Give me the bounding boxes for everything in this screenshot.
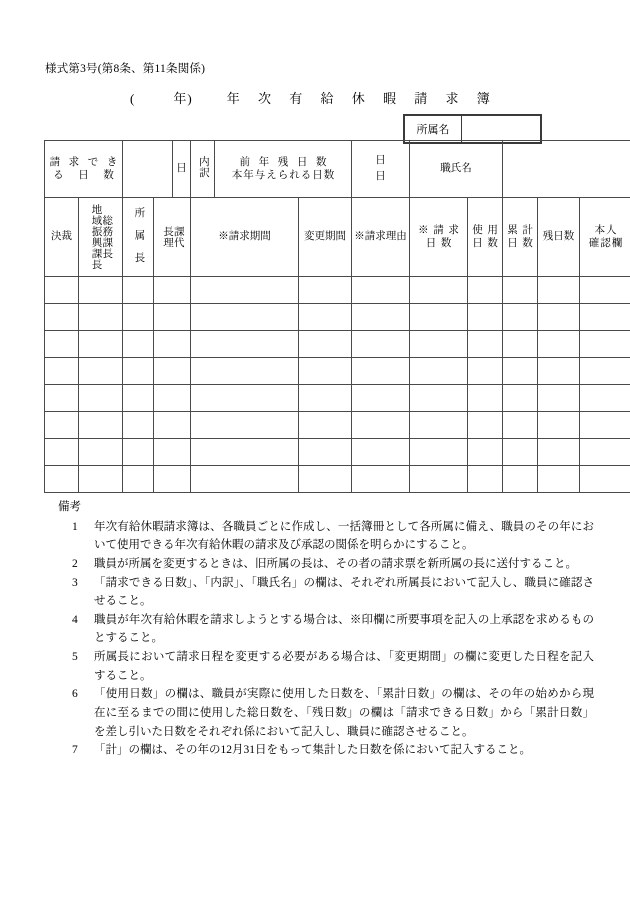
table-cell[interactable] <box>45 385 79 412</box>
claimable-days-unit: 日 <box>173 141 191 198</box>
title-main-text: 年 次 有 給 休 暇 請 求 簿 <box>226 91 498 106</box>
table-cell[interactable] <box>299 466 352 493</box>
year-label: 年) <box>173 91 193 106</box>
cumulative-days-line1: 累 計 <box>507 224 534 236</box>
table-cell[interactable] <box>410 439 468 466</box>
table-cell[interactable] <box>299 412 352 439</box>
table-cell[interactable] <box>580 412 630 439</box>
approval-label: 決裁 <box>51 231 72 243</box>
table-cell[interactable] <box>191 466 299 493</box>
table-cell[interactable] <box>79 304 123 331</box>
table-cell[interactable] <box>45 277 79 304</box>
table-cell[interactable] <box>352 412 410 439</box>
table-cell[interactable] <box>410 385 468 412</box>
claimable-days-line2: る 日 数 <box>53 170 120 181</box>
table-cell[interactable] <box>503 412 538 439</box>
table-row <box>45 385 630 412</box>
employee-name-title: 職氏名 <box>410 141 503 198</box>
remaining-days-label: 残日数 <box>542 231 575 243</box>
remark-note-number: 6 <box>72 688 78 701</box>
table-cell[interactable] <box>45 358 79 385</box>
column-header-cumulative-days <box>503 198 538 277</box>
table-cell[interactable] <box>538 412 580 439</box>
remark-note-number: 7 <box>72 744 78 757</box>
remark-note-number: 1 <box>72 520 78 533</box>
prev-year-remaining-label: 前 年 残 日 数 <box>239 156 330 168</box>
table-cell[interactable] <box>79 439 123 466</box>
table-cell[interactable] <box>299 331 352 358</box>
fiscal-year-blank <box>130 88 193 107</box>
table-cell[interactable] <box>45 412 79 439</box>
self-confirm-line2: 確認欄 <box>588 238 624 249</box>
table-cell[interactable] <box>580 466 630 493</box>
this-year-granted-label: 本年与えられる日数 <box>231 170 336 181</box>
remark-note-number: 4 <box>72 613 78 626</box>
table-cell[interactable] <box>123 358 154 385</box>
table-cell[interactable] <box>191 358 299 385</box>
table-cell[interactable] <box>468 331 503 358</box>
column-header-remaining-days <box>538 198 580 277</box>
table-cell[interactable] <box>503 331 538 358</box>
column-header-deputy-chief <box>154 198 191 277</box>
table-cell[interactable] <box>580 331 630 358</box>
table-cell[interactable] <box>410 358 468 385</box>
used-days-line1: 使 用 <box>472 224 499 236</box>
change-period-label: 変更期間 <box>304 231 347 243</box>
table-cell[interactable] <box>154 331 191 358</box>
table-cell[interactable] <box>79 385 123 412</box>
breakdown-items <box>215 141 352 198</box>
remark-note-number: 3 <box>72 576 78 589</box>
remark-note <box>72 555 594 574</box>
table-cell[interactable] <box>123 277 154 304</box>
table-cell[interactable] <box>123 304 154 331</box>
table-cell[interactable] <box>299 439 352 466</box>
table-cell[interactable] <box>580 439 630 466</box>
table-cell[interactable] <box>352 385 410 412</box>
table-cell[interactable] <box>154 304 191 331</box>
table-cell[interactable] <box>79 466 123 493</box>
table-cell[interactable] <box>299 358 352 385</box>
breakdown-label-text: 内訳 <box>197 155 209 178</box>
table-cell[interactable] <box>538 358 580 385</box>
claimable-days-value-field[interactable] <box>123 141 173 198</box>
table-cell[interactable] <box>468 277 503 304</box>
table-cell[interactable] <box>154 439 191 466</box>
table-cell[interactable] <box>503 439 538 466</box>
regional-promotion-chief-label: 地域振興課長 <box>90 204 102 270</box>
table-cell[interactable] <box>154 385 191 412</box>
breakdown-label <box>191 141 215 198</box>
table-cell[interactable] <box>299 304 352 331</box>
table-cell[interactable] <box>154 466 191 493</box>
ledger-top-row <box>45 141 630 198</box>
table-cell[interactable] <box>538 304 580 331</box>
table-cell[interactable] <box>468 439 503 466</box>
table-cell[interactable] <box>45 466 79 493</box>
column-header-section-head <box>123 198 154 277</box>
table-cell[interactable] <box>154 412 191 439</box>
table-cell[interactable] <box>503 385 538 412</box>
table-cell[interactable] <box>45 439 79 466</box>
deputy-chief-label-a: 課代 <box>172 226 184 248</box>
table-cell[interactable] <box>468 412 503 439</box>
table-cell[interactable] <box>191 385 299 412</box>
table-cell[interactable] <box>580 277 630 304</box>
table-cell[interactable] <box>191 412 299 439</box>
table-cell[interactable] <box>538 277 580 304</box>
employee-name-field[interactable] <box>503 141 630 198</box>
remark-note <box>72 648 594 685</box>
table-cell[interactable] <box>123 385 154 412</box>
remark-note-text: 「使用日数」の欄は、職員が実際に使用した日数を、「累計日数」の欄は、その年の始めから現在に至るまでの間に使用した総日数を、「残日数」の欄は「請求できる日数」から「累計日数」を差し引いた日数をそれぞれ係において記入し、職員に確認させること。 <box>94 688 594 738</box>
table-cell[interactable] <box>352 466 410 493</box>
remark-note <box>72 518 594 555</box>
section-head-label: 所 属 長 <box>133 206 145 263</box>
general-affairs-chief-label: 総務課長 <box>101 215 113 259</box>
table-row <box>45 277 630 304</box>
table-cell[interactable] <box>468 358 503 385</box>
table-cell[interactable] <box>410 304 468 331</box>
table-cell[interactable] <box>352 277 410 304</box>
table-cell[interactable] <box>191 277 299 304</box>
ledger-data-body <box>45 277 630 493</box>
table-cell[interactable] <box>580 304 630 331</box>
request-days-line1: ※ 請 求 <box>418 224 460 236</box>
table-cell[interactable] <box>468 304 503 331</box>
affiliation-row <box>405 116 541 143</box>
remark-note-text: 「計」の欄は、その年の12月31日をもって集計した日数を係において記入すること。 <box>94 744 531 757</box>
table-cell[interactable] <box>503 466 538 493</box>
table-cell[interactable] <box>410 466 468 493</box>
table-cell[interactable] <box>154 358 191 385</box>
table-row <box>45 466 630 493</box>
table-cell[interactable] <box>191 439 299 466</box>
self-confirm-line1: 本人 <box>594 224 618 236</box>
remark-note-number: 5 <box>72 651 78 663</box>
table-cell[interactable] <box>580 385 630 412</box>
table-cell[interactable] <box>352 439 410 466</box>
table-cell[interactable] <box>538 331 580 358</box>
table-cell[interactable] <box>79 277 123 304</box>
affiliation-value-field[interactable] <box>462 116 541 143</box>
column-header-request-period <box>191 198 299 277</box>
breakdown-units <box>352 141 410 198</box>
table-cell[interactable] <box>123 331 154 358</box>
remark-note-text: 職員が年次有給休暇を請求しようとする場合は、※印欄に所要事項を記入の上承認を求めるものとすること。 <box>94 613 594 645</box>
remark-note <box>72 611 594 648</box>
remark-note <box>72 574 594 611</box>
table-cell[interactable] <box>123 466 154 493</box>
remark-note-text: 職員が所属を変更するときは、旧所属の長は、その者の請求票を新所属の長に送付すること。 <box>94 557 577 570</box>
remark-note-text: 「請求できる日数」、「内訳」、「職氏名」の欄は、それぞれ所属長において記入し、職員に確認させること。 <box>94 576 594 608</box>
table-cell[interactable] <box>154 277 191 304</box>
claimable-days-line1: 請 求 で き <box>49 156 121 168</box>
leave-ledger-table <box>44 140 630 493</box>
request-period-label: ※請求期間 <box>218 231 271 243</box>
table-cell[interactable] <box>410 331 468 358</box>
column-header-approval <box>45 198 79 277</box>
column-header-request-days <box>410 198 468 277</box>
remarks-section <box>58 498 594 760</box>
table-row <box>45 304 630 331</box>
table-cell[interactable] <box>538 466 580 493</box>
table-cell[interactable] <box>123 439 154 466</box>
table-cell[interactable] <box>503 277 538 304</box>
table-row <box>45 358 630 385</box>
table-cell[interactable] <box>352 358 410 385</box>
column-header-request-reason <box>352 198 410 277</box>
table-cell[interactable] <box>410 277 468 304</box>
table-cell[interactable] <box>538 385 580 412</box>
table-cell[interactable] <box>123 412 154 439</box>
remark-note <box>72 685 594 741</box>
table-cell[interactable] <box>352 331 410 358</box>
table-cell[interactable] <box>79 331 123 358</box>
table-cell[interactable] <box>503 358 538 385</box>
page-title <box>45 88 585 107</box>
cumulative-days-line2: 日 数 <box>507 238 534 249</box>
table-cell[interactable] <box>410 412 468 439</box>
remarks-heading: 備考 <box>58 501 81 513</box>
paren-open: ( <box>130 91 136 106</box>
table-cell[interactable] <box>45 304 79 331</box>
table-row <box>45 412 630 439</box>
unit-line1: 日 <box>375 155 386 167</box>
table-cell[interactable] <box>191 331 299 358</box>
table-cell[interactable] <box>299 277 352 304</box>
affiliation-label: 所属名 <box>405 116 462 143</box>
column-header-self-confirm <box>580 198 630 277</box>
claimable-days-header <box>45 141 123 198</box>
column-header-used-days <box>468 198 503 277</box>
table-cell[interactable] <box>538 439 580 466</box>
table-cell[interactable] <box>79 412 123 439</box>
unit-line2: 日 <box>375 171 386 182</box>
table-cell[interactable] <box>299 385 352 412</box>
form-number: 様式第3号(第8条、第11条関係) <box>45 63 206 75</box>
column-header-change-period <box>299 198 352 277</box>
table-cell[interactable] <box>45 331 79 358</box>
remark-note-text: 年次有給休暇請求簿は、各職員ごとに作成し、一括簿冊として各所属に備え、職員のその年において使用できる年次有給休暇の請求及び承認の関係を明らかにすること。 <box>94 520 594 552</box>
remarks-notes-list <box>58 518 594 760</box>
table-row <box>45 439 630 466</box>
column-header-chiefs <box>79 198 123 277</box>
table-row <box>45 331 630 358</box>
remark-note-number: 2 <box>72 557 78 570</box>
request-reason-label: ※請求理由 <box>354 231 407 243</box>
table-cell[interactable] <box>468 466 503 493</box>
remark-note-text: 所属長において請求日程を変更する必要がある場合は、「変更期間」の欄に変更した日程を記入すること。 <box>94 651 594 682</box>
request-days-line2: 日 数 <box>425 238 453 249</box>
ledger-header-row <box>45 198 630 277</box>
table-cell[interactable] <box>580 358 630 385</box>
deputy-chief-label-b: 長理 <box>162 226 174 248</box>
table-cell[interactable] <box>79 358 123 385</box>
table-cell[interactable] <box>503 304 538 331</box>
used-days-line2: 日 数 <box>472 238 499 249</box>
remark-note <box>72 741 594 760</box>
table-cell[interactable] <box>352 304 410 331</box>
table-cell[interactable] <box>468 385 503 412</box>
table-cell[interactable] <box>191 304 299 331</box>
